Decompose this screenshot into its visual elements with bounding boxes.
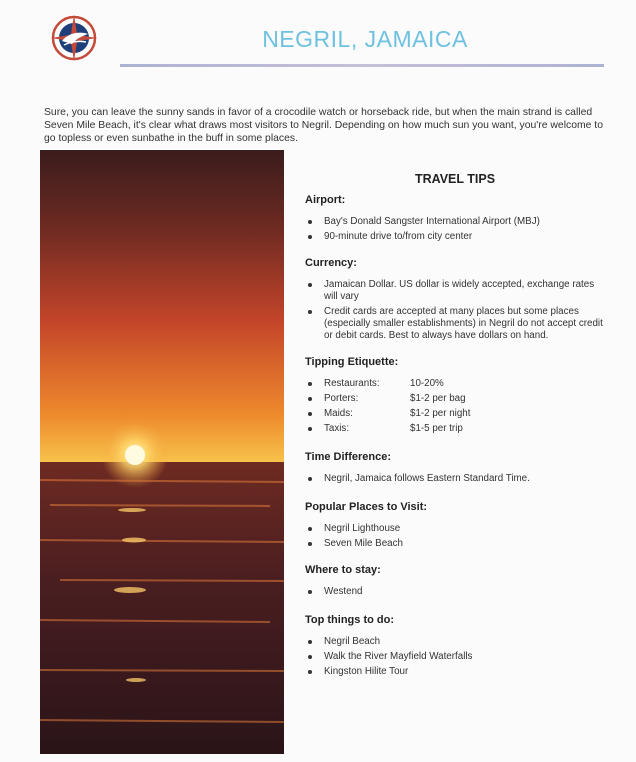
tip-value: 10-20% xyxy=(410,378,444,389)
sunset-photo xyxy=(40,150,284,754)
places-section xyxy=(305,501,605,550)
todo-heading: Top things to do: xyxy=(305,614,394,626)
list-item: Kingston Hilite Tour xyxy=(305,666,605,678)
tip-value: $1-2 per night xyxy=(410,408,471,419)
tip-row xyxy=(305,408,605,420)
list-item: Bay's Donald Sangster International Airport (MBJ) xyxy=(305,216,605,228)
tipping-heading: Tipping Etiquette: xyxy=(305,356,399,368)
list-item: Westend xyxy=(305,586,605,598)
page-title: NEGRIL, JAMAICA xyxy=(262,26,468,52)
list-item: Credit cards are accepted at many places but some places (especially smaller establishments) in Negril do not accept credit or debit cards. Best to always have dollars on hand. xyxy=(305,306,605,342)
tip-row xyxy=(305,423,605,435)
title-divider xyxy=(120,64,604,67)
tipping-section xyxy=(305,356,605,435)
list-item: Seven Mile Beach xyxy=(305,538,605,550)
list-item: 90-minute drive to/from city center xyxy=(305,231,605,243)
currency-heading: Currency: xyxy=(305,257,357,269)
tip-row xyxy=(305,393,605,405)
airport-heading: Airport: xyxy=(305,194,346,206)
intro-paragraph: Sure, you can leave the sunny sands in favor of a crocodile watch or horseback ride, but when the main strand is called Seven Mile Beach, it's clear what draws most visitors to Negril. Depending on how much sun you want, you're welcome to go topless or even sunbathe in the buff in some places. xyxy=(44,107,603,144)
tip-label: Porters: xyxy=(324,393,359,404)
list-item: Walk the River Mayfield Waterfalls xyxy=(305,651,605,663)
tip-label: Restaurants: xyxy=(324,378,380,389)
list-item: Jamaican Dollar. US dollar is widely accepted, exchange rates will vary xyxy=(305,279,605,303)
travel-tips xyxy=(305,172,605,681)
travel-tips-title: TRAVEL TIPS xyxy=(414,172,496,186)
stay-heading: Where to stay: xyxy=(305,564,381,576)
airport-section xyxy=(305,194,605,243)
tip-label: Maids: xyxy=(324,408,353,419)
list-item: Negril Lighthouse xyxy=(305,523,605,535)
list-item: Negril, Jamaica follows Eastern Standard Time. xyxy=(305,473,605,485)
time-heading: Time Difference: xyxy=(305,451,391,463)
stay-section xyxy=(305,564,605,598)
currency-section xyxy=(305,257,605,342)
tip-label: Taxis: xyxy=(324,423,350,434)
places-heading: Popular Places to Visit: xyxy=(305,501,428,513)
tip-value: $1-2 per bag xyxy=(410,393,466,404)
time-section xyxy=(305,451,605,485)
list-item: Negril Beach xyxy=(305,636,605,648)
tip-row xyxy=(305,378,605,390)
compass-logo-icon xyxy=(50,14,98,62)
tip-value: $1-5 per trip xyxy=(410,423,463,434)
todo-section xyxy=(305,614,605,678)
